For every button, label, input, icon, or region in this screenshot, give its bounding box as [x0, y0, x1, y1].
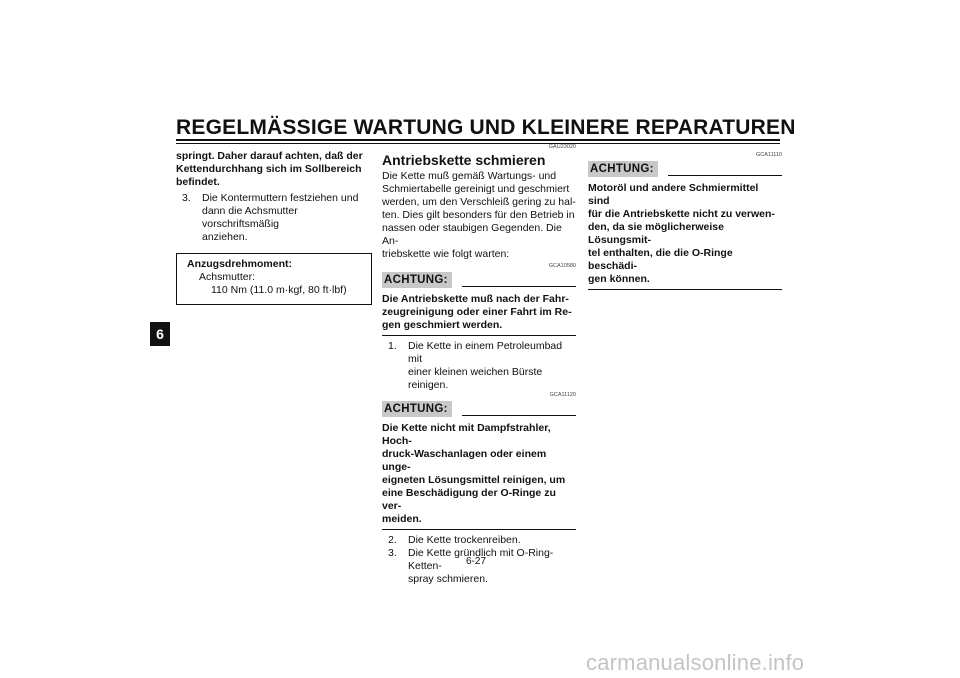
paragraph-line: nassen oder staubigen Gegenden. Die An-: [382, 222, 562, 247]
caution-header: [382, 401, 576, 417]
column-2: [382, 144, 576, 586]
caution-line: meiden.: [382, 513, 422, 525]
caution-header: [588, 161, 782, 177]
step-number: 2.: [388, 534, 397, 546]
caution-text: [382, 293, 576, 332]
column-1: [176, 150, 372, 305]
caution-line: eine Beschädigung der O-Ringe zu ver-: [382, 487, 556, 512]
spec-value: 110 Nm (11.0 m·kgf, 80 ft·lbf): [211, 284, 347, 296]
caution-line: tel enthalten, die die O-Ringe beschädi-: [588, 247, 733, 272]
caution-text: [588, 182, 782, 286]
step-1: [382, 340, 576, 392]
paragraph-line: ten. Dies gilt besonders für den Betrieb in: [382, 209, 575, 221]
intro-line: Kettendurchhang sich im Sollbereich: [176, 163, 362, 175]
caution-label: ACHTUNG:: [382, 272, 452, 288]
step-3: [176, 192, 372, 244]
step-line: dann die Achsmutter vorschriftsmäßig: [202, 205, 298, 230]
caution-label: ACHTUNG:: [588, 161, 658, 177]
step-number: 3.: [182, 192, 191, 204]
paragraph-line: triebskette wie folgt warten:: [382, 248, 510, 260]
caution-line: den, da sie möglicherweise Lösungsmit-: [588, 221, 724, 246]
page-header-title: REGELMÄSSIGE WARTUNG UND KLEINERE REPARATUREN: [176, 116, 796, 139]
paragraph-line: Die Kette muß gemäß Wartungs- und: [382, 170, 557, 182]
column-3: [588, 152, 782, 294]
caution-rule: [462, 286, 576, 287]
step-line: Die Kette trockenreiben.: [408, 534, 521, 546]
step-2: [382, 534, 576, 547]
spec-title: Anzugsdrehmoment:: [187, 258, 292, 270]
torque-spec-box: [176, 253, 372, 305]
step-line: Die Kette gründlich mit O-Ring-Ketten-: [408, 547, 554, 572]
caution-end-rule: [382, 335, 576, 336]
step-line: spray schmieren.: [408, 573, 488, 585]
chapter-tab: 6: [150, 322, 170, 346]
reference-code: GAU23020: [548, 144, 576, 150]
caution-line: gen geschmiert werden.: [382, 319, 503, 331]
step-line: anziehen.: [202, 231, 248, 243]
caution-rule: [462, 415, 576, 416]
caution-line: Motoröl und andere Schmiermittel sind: [588, 182, 759, 207]
caution-line: druck-Waschanlagen oder einem unge-: [382, 448, 547, 473]
caution-end-rule: [382, 529, 576, 530]
caution-line: eigneten Lösungsmittel reinigen, um: [382, 474, 566, 486]
caution-line: für die Antriebskette nicht zu verwen-: [588, 208, 775, 220]
page-number: 6-27: [466, 556, 487, 567]
caution-rule: [668, 175, 782, 176]
step-number: 3.: [388, 547, 397, 559]
intro-line: befindet.: [176, 176, 220, 188]
caution-line: gen können.: [588, 273, 650, 285]
caution-line: Die Antriebskette muß nach der Fahr-: [382, 293, 569, 305]
intro-line: springt. Daher darauf achten, daß der: [176, 150, 363, 162]
caution-line: zeugreinigung oder einer Fahrt im Re-: [382, 306, 572, 318]
caution-label: ACHTUNG:: [382, 401, 452, 417]
paragraph-line: werden, um den Verschleiß gering zu hal-: [382, 196, 576, 208]
caution-header: [382, 272, 576, 288]
watermark: carmanualsonline.info: [586, 650, 805, 675]
caution-end-rule: [588, 289, 782, 290]
caution-line: Die Kette nicht mit Dampfstrahler, Hoch-: [382, 422, 551, 447]
section-heading: Antriebskette schmieren: [382, 152, 546, 168]
step-line: Die Kette in einem Petroleumbad mit: [408, 340, 563, 365]
spec-label: Achsmutter:: [199, 271, 256, 283]
reference-code: GCA11120: [549, 392, 576, 398]
reference-code: GCA10580: [548, 263, 576, 269]
step-line: einer kleinen weichen Bürste reinigen.: [408, 366, 543, 391]
step-line: Die Kontermuttern festziehen und: [202, 192, 359, 204]
header-rule: [176, 139, 780, 141]
step-number: 1.: [388, 340, 397, 352]
reference-code: GCA11110: [756, 152, 782, 158]
paragraph-line: Schmiertabelle gereinigt und geschmiert: [382, 183, 570, 195]
caution-text: [382, 422, 576, 526]
